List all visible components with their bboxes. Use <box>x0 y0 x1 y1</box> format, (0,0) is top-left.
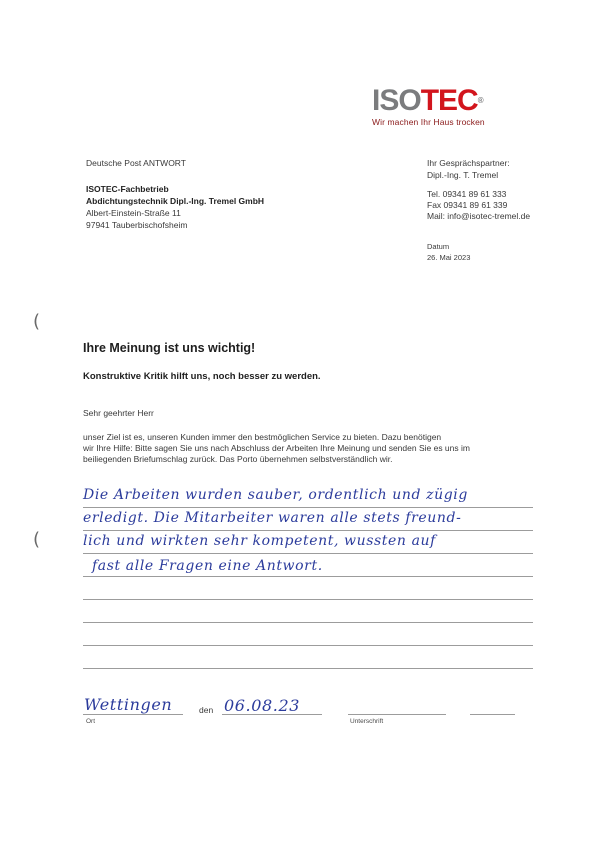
comment-line <box>83 576 533 577</box>
reply-label: Deutsche Post ANTWORT <box>86 158 186 168</box>
handwritten-line: erledigt. Die Mitarbeiter waren alle stets freund- <box>83 510 462 526</box>
street: Albert-Einstein-Straße 11 <box>86 208 181 218</box>
body-line: wir Ihre Hilfe: Bitte sagen Sie uns nach Abschluss der Arbeiten Ihre Meinung und senden Sie es uns im <box>83 443 470 453</box>
logo-iso-text: ISO <box>372 84 421 117</box>
punch-mark-icon: ( <box>33 529 41 550</box>
registered-mark: ® <box>477 96 483 105</box>
handwritten-date: 06.08.23 <box>224 696 301 715</box>
comment-line <box>83 530 533 531</box>
place-line <box>83 714 183 715</box>
date-label: Datum <box>427 242 450 251</box>
city: 97941 Tauberbischofsheim <box>86 220 188 230</box>
company-line-1: ISOTEC-Fachbetrieb <box>86 184 169 194</box>
letter-body <box>83 432 563 465</box>
comment-line <box>83 622 533 623</box>
comment-line <box>83 507 533 508</box>
contact-mail: Mail: info@isotec-tremel.de <box>427 211 531 221</box>
comment-line <box>83 668 533 669</box>
handwritten-line: Die Arbeiten wurden sauber, ordentlich und zügig <box>83 487 468 503</box>
signature-label: Unterschrift <box>350 718 384 725</box>
logo-slogan: Wir machen Ihr Haus trocken <box>372 117 485 127</box>
page-subtitle: Konstruktive Kritik hilft uns, noch besser zu werden. <box>83 371 321 382</box>
date-prefix: den <box>199 705 214 715</box>
place-label: Ort <box>86 718 96 725</box>
contact-label: Ihr Gesprächspartner: <box>427 158 510 168</box>
contact-fax: Fax 09341 89 61 339 <box>427 200 508 210</box>
contact-name: Dipl.-Ing. T. Tremel <box>427 170 499 180</box>
handwritten-line: fast alle Fragen eine Antwort. <box>92 558 323 574</box>
logo-tec-text: TEC <box>420 84 478 117</box>
isotec-logo <box>372 86 508 130</box>
body-line: unser Ziel ist es, unseren Kunden immer den bestmöglichen Service zu bieten. Dazu benötigen <box>83 432 442 442</box>
punch-mark-icon: ( <box>33 311 41 332</box>
letter-date: 26. Mai 2023 <box>427 253 471 262</box>
contact-tel: Tel. 09341 89 61 333 <box>427 189 507 199</box>
page-title: Ihre Meinung ist uns wichtig! <box>83 341 256 355</box>
signature-line-end <box>470 714 515 715</box>
body-line: beiliegenden Briefumschlag zurück. Das Porto übernehmen selbstverständlich wir. <box>83 454 393 464</box>
handwritten-line: lich und wirkten sehr kompetent, wussten auf <box>83 533 436 549</box>
comment-line <box>83 599 533 600</box>
signature-line <box>348 714 446 715</box>
comment-line <box>83 645 533 646</box>
company-line-2: Abdichtungstechnik Dipl.-Ing. Tremel GmbH <box>86 196 265 206</box>
handwritten-place: Wettingen <box>84 695 173 714</box>
salutation: Sehr geehrter Herr <box>83 408 154 418</box>
comment-line <box>83 553 533 554</box>
